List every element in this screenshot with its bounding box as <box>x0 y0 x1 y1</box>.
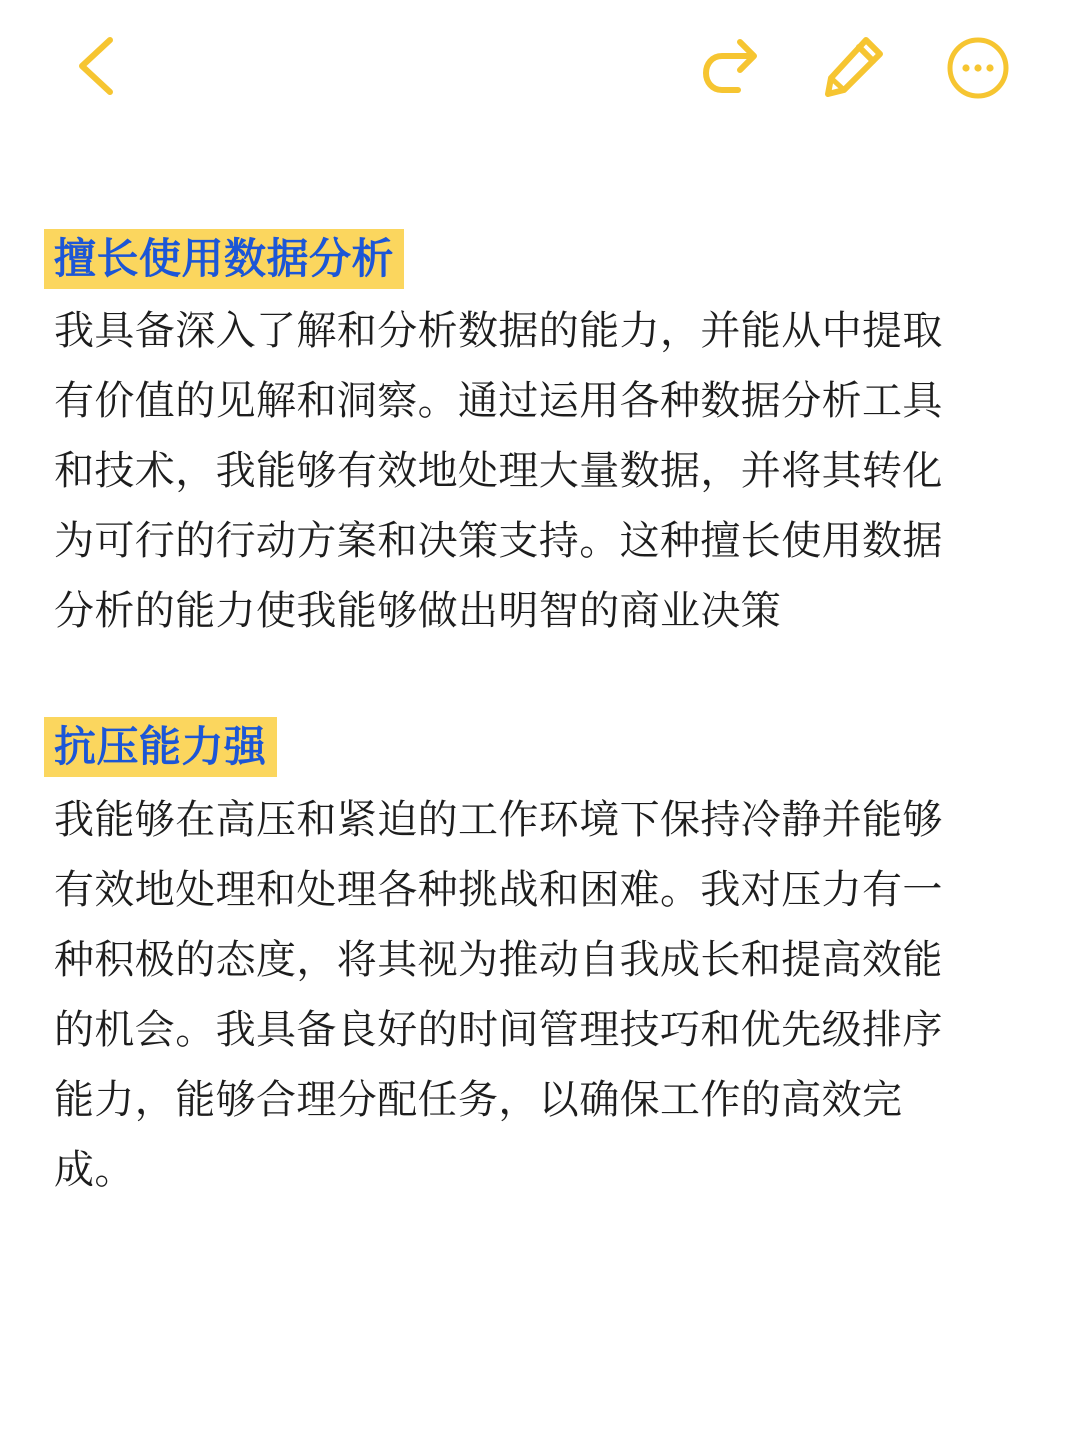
paragraph-line: 能力，能够合理分配任务，以确保工作的高效完 <box>54 1077 903 1123</box>
paragraph-line: 分析的能力使我能够做出明智的商业决策 <box>54 588 782 634</box>
paragraph-line: 为可行的行动方案和决策支持。这种擅长使用数据 <box>54 518 943 564</box>
paragraph-line: 种积极的态度，将其视为推动自我成长和提高效能 <box>54 937 943 983</box>
paragraph-line: 我能够在高压和紧迫的工作环境下保持冷静并能够 <box>54 797 943 843</box>
paragraph-line: 和技术，我能够有效地处理大量数据，并将其转化 <box>54 448 943 494</box>
paragraph-line: 有价值的见解和洞察。通过运用各种数据分析工具 <box>54 378 943 424</box>
section-heading: 擅长使用数据分析 <box>44 229 404 289</box>
paragraph-line: 成。 <box>54 1147 135 1193</box>
paragraph-line: 我具备深入了解和分析数据的能力，并能从中提取 <box>54 308 943 354</box>
section-heading: 抗压能力强 <box>44 717 277 777</box>
paragraph-line: 的机会。我具备良好的时间管理技巧和优先级排序 <box>54 1007 943 1053</box>
section-paragraph <box>54 785 1029 1205</box>
paragraph-line: 有效地处理和处理各种挑战和困难。我对压力有一 <box>54 867 943 913</box>
section-paragraph <box>54 296 1029 646</box>
